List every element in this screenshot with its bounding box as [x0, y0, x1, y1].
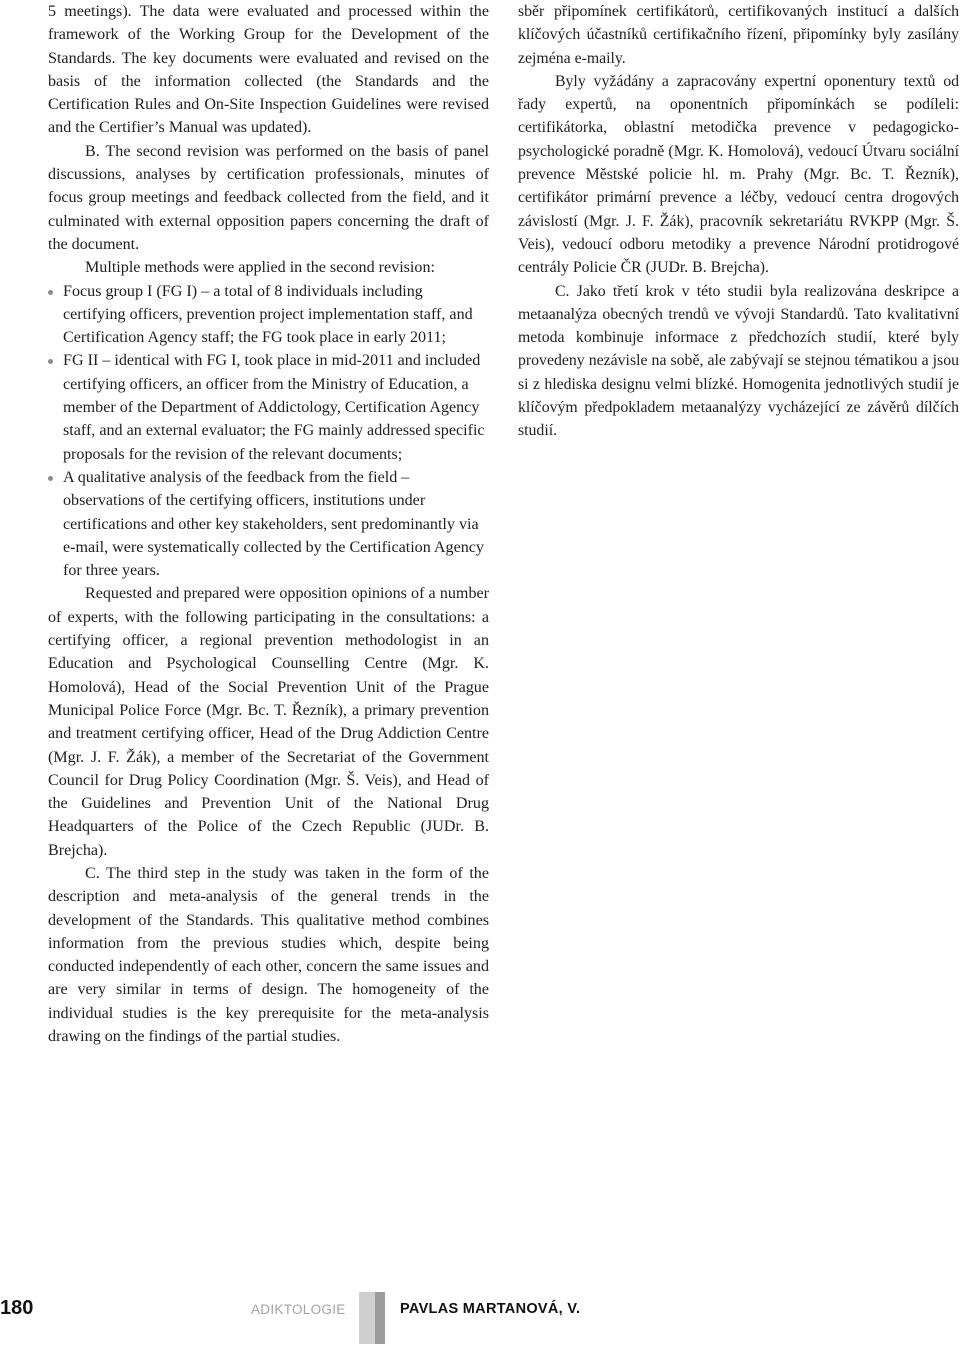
journal-name: ADIKTOLOGIE [251, 1302, 346, 1317]
paragraph-key-documents: 5 meetings). The data were evaluated and processed within the framework of the Working Group for the Development of the Standards. The key documents were evaluated and revised on the basis of the information collected (the Standards and the Certification Rules and On-Site Inspection Guidelines were revised and the Certifier’s Manual was updated). [48, 3, 489, 137]
list-item: Focus group I (FG I) – a total of 8 individuals including certifying officers, prevention project implementation staff, and Certification Agency staff; the FG took place in early 2011; [48, 280, 489, 350]
paragraph-expert-opinions: Byly vyžádány a zapracovány expertní oponentury textů od řady expertů, na oponentních připomínkách se podíleli: certifikátorka, oblastní metodička prevence v pedagogicko-psychologické poradně (Mgr. K. Homolová), vedoucí Útvaru sociální prevence Městské policie hl. m. Prahy (Mgr. Bc. T. Řezník), certifikátor primární prevence a léčby, vedoucí centra drogových závislostí (Mgr. J. F. Žák), pracovník sekretariátu RVKPP (Mgr. Š. Veis), vedoucí odboru metodiky a prevence Národní protidrogové centrály Policie ČR (JUDr. B. Brejcha). [518, 72, 959, 277]
paragraph-feedback-collection: sběr připomínek certifikátorů, certifikovaných institucí a dalších klíčových účastníků certifikačního řízení, připomínky byly zasílány zejména e-maily. [518, 3, 959, 67]
paragraph-methods-intro: Multiple methods were applied in the second revision: [85, 259, 435, 277]
right-column [518, 0, 959, 443]
bullet-icon [48, 476, 53, 481]
paragraph-opposition-opinions: Requested and prepared were opposition opinions of a number of experts, with the following participating in the consultations: a certifying officer, a regional prevention methodologist in an Education and Psychological Counselling Centre (Mgr. K. Homolová), Head of the Social Prevention Unit of the Prague Municipal Police Force (Mgr. Bc. T. Řezník), a primary prevention and treatment certifying officer, Head of the Drug Addiction Centre (Mgr. J. F. Žák), a member of the Secretariat of the Government Council for Drug Policy Coordination (Mgr. Š. Veis), and Head of the Guidelines and Prevention Unit of the National Drug Headquarters of the Police of the Czech Republic (JUDr. B. Brejcha). [48, 585, 489, 859]
page-footer [0, 1297, 960, 1347]
bullet-icon [48, 290, 53, 295]
left-column [48, 0, 489, 1048]
bullet-icon [48, 359, 53, 364]
paragraph-second-revision: B. The second revision was performed on the basis of panel discussions, analyses by certification professionals, minutes of focus group meetings and feedback collected from the field, and it culminated with external opposition papers concerning the draft of the document. [48, 142, 489, 253]
paragraph-third-step-cz: C. Jako třetí krok v této studii byla realizována deskripce a metaanalýza obecných trendů ve vývoji Standardů. Tato kvalitativní metoda kombinuje informace z předchozích studií, které byly provedeny nezávisle na sobě, ale zabývají se stejnou tématikou a jsou si z hlediska designu velmi blízké. Homogenita jednotlivých studií je klíčovým předpokladem metaanalýzy vycházející ze závěrů dílčích studií. [518, 282, 959, 440]
methods-bullet-list [48, 280, 489, 583]
paragraph-third-step: C. The third step in the study was taken in the form of the description and meta-analysis of the general trends in the development of the Standards. This qualitative method combines information from the previous studies which, despite being conducted independently of each other, concern the same issues and are very similar in terms of design. The homogeneity of the individual studies is the key prerequisite for the meta-analysis drawing on the findings of the partial studies. [48, 864, 489, 1046]
page-number: 180 [0, 1297, 34, 1319]
list-item: A qualitative analysis of the feedback from the field – observations of the certifying officers, institutions under certifications and other key stakeholders, sent predominantly via e-mail, were systematically collected by the Certification Agency for three years. [48, 466, 489, 582]
list-item: FG II – identical with FG I, took place in mid-2011 and included certifying officers, an officer from the Ministry of Education, a member of the Department of Addictology, Certification Agency staff, and an external evaluator; the FG mainly addressed specific proposals for the revision of the relevant documents; [48, 349, 489, 465]
author-name: PAVLAS MARTANOVÁ, V. [400, 1301, 581, 1317]
footer-divider-bar [359, 1292, 385, 1344]
